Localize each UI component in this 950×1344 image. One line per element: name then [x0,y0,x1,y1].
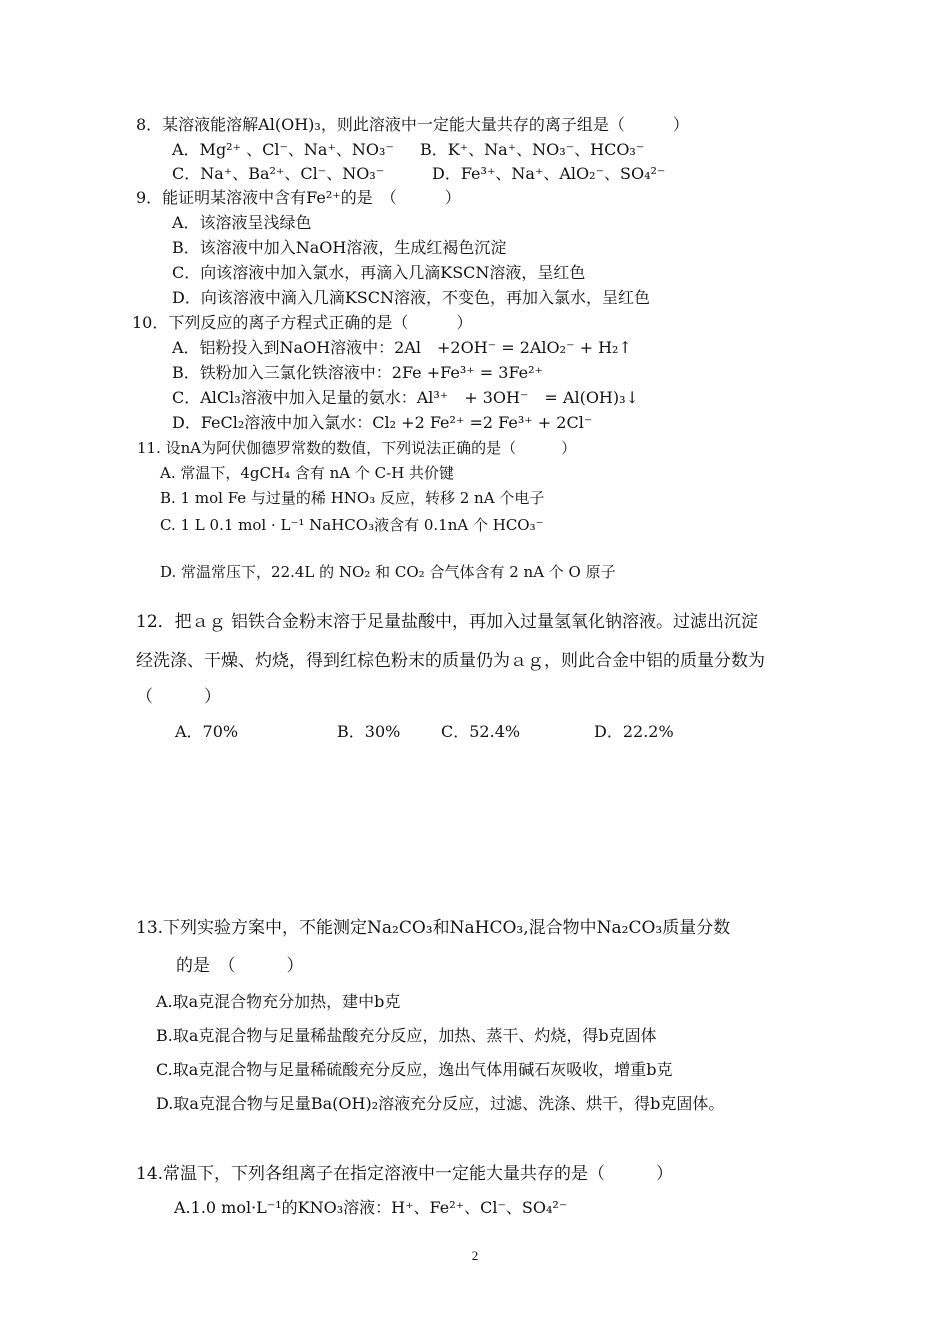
q14-option-a: A.1.0 mol·L⁻¹的KNO₃溶液：H⁺、Fe²⁺、Cl⁻、SO₄²⁻ [174,1198,568,1217]
q13-option-d: D.取a克混合物与足量Ba(OH)₂溶液充分反应，过滤、洗涤、烘干，得b克固体。 [156,1094,725,1113]
q10-option-b: B．铁粉加入三氯化铁溶液中：2Fe +Fe³⁺ = 3Fe²⁺ [172,363,543,382]
q8-option-c: C．Na⁺、Ba²⁺、Cl⁻、NO₃⁻ [172,164,385,183]
q8-option-b: B．K⁺、Na⁺、NO₃⁻、HCO₃⁻ [420,140,645,159]
q11-stem: 11. 设nA为阿伏伽德罗常数的数值，下列说法正确的是（ ） [137,439,577,457]
q8-stem: 8．某溶液能溶解Al(OH)₃，则此溶液中一定能大量共存的离子组是（ ） [136,115,689,134]
q12-option-d: D．22.2% [594,722,674,741]
q13-option-c: C.取a克混合物与足量稀硫酸充分反应，逸出气体用碱石灰吸收，增重b克 [156,1060,673,1079]
q13-option-b: B.取a克混合物与足量稀盐酸充分反应，加热、蒸干、灼烧，得b克固体 [156,1026,657,1045]
q9-option-a: A．该溶液呈浅绿色 [172,213,312,232]
q11-option-b: B. 1 mol Fe 与过量的稀 HNO₃ 反应，转移 2 nA 个电子 [160,489,545,507]
q9-option-b: B．该溶液中加入NaOH溶液，生成红褐色沉淀 [172,238,507,257]
q10-option-c: C．AlCl₃溶液中加入足量的氨水：Al³⁺ + 3OH⁻ = Al(OH)₃↓ [172,388,639,407]
q11-option-c: C. 1 L 0.1 mol · L⁻¹ NaHCO₃液含有 0.1nA 个 HCO₃⁻ [160,516,544,534]
q9-option-c: C．向该溶液中加入氯水，再滴入几滴KSCN溶液，呈红色 [172,263,586,282]
q10-option-d: D．FeCl₂溶液中加入氯水：Cl₂ +2 Fe²⁺ =2 Fe³⁺ + 2Cl⁻ [172,413,593,432]
q9-option-d: D．向该溶液中滴入几滴KSCN溶液，不变色，再加入氯水，呈红色 [172,288,650,307]
q11-option-d: D. 常温常压下，22.4L 的 NO₂ 和 CO₂ 合气体含有 2 nA 个 O 原子 [160,563,616,581]
q11-option-a: A. 常温下，4gCH₄ 含有 nA 个 C-H 共价键 [160,464,455,482]
q13-option-a: A.取a克混合物充分加热，建中b克 [156,992,401,1011]
q12-line-3: （ ） [136,687,221,707]
q14-stem: 14.常温下，下列各组离子在指定溶液中一定能大量共存的是（ ） [136,1164,674,1184]
q8-option-a: A．Mg²⁺ 、Cl⁻、Na⁺、NO₃⁻ [172,140,394,159]
q13-line-2: 的是 （ ） [176,956,304,976]
page-number: 2 [471,1248,479,1263]
q12-option-a: A．70% [175,722,239,741]
q12-option-b: B．30% [337,722,401,741]
q13-line-1: 13.下列实验方案中，不能测定Na₂CO₃和NaHCO₃,混合物中Na₂CO₃质量分数 [136,918,731,938]
q9-stem: 9．能证明某溶液中含有Fe²⁺的是 （ ） [136,188,461,207]
q8-option-d: D．Fe³⁺、Na⁺、AlO₂⁻、SO₄²⁻ [432,164,666,183]
q12-line-2: 经洗涤、干燥、灼烧，得到红棕色粉末的质量仍为ａｇ，则此合金中铝的质量分数为 [136,651,765,671]
q12-line-1: 12．把ａｇ 铝铁合金粉末溶于足量盐酸中，再加入过量氢氧化钠溶液。过滤出沉淀 [136,612,759,632]
q10-option-a: A．铝粉投入到NaOH溶液中：2Al +2OH⁻ = 2AlO₂⁻ + H₂↑ [172,338,632,357]
q10-stem: 10．下列反应的离子方程式正确的是（ ） [132,313,473,332]
q12-option-c: C．52.4% [441,722,521,741]
